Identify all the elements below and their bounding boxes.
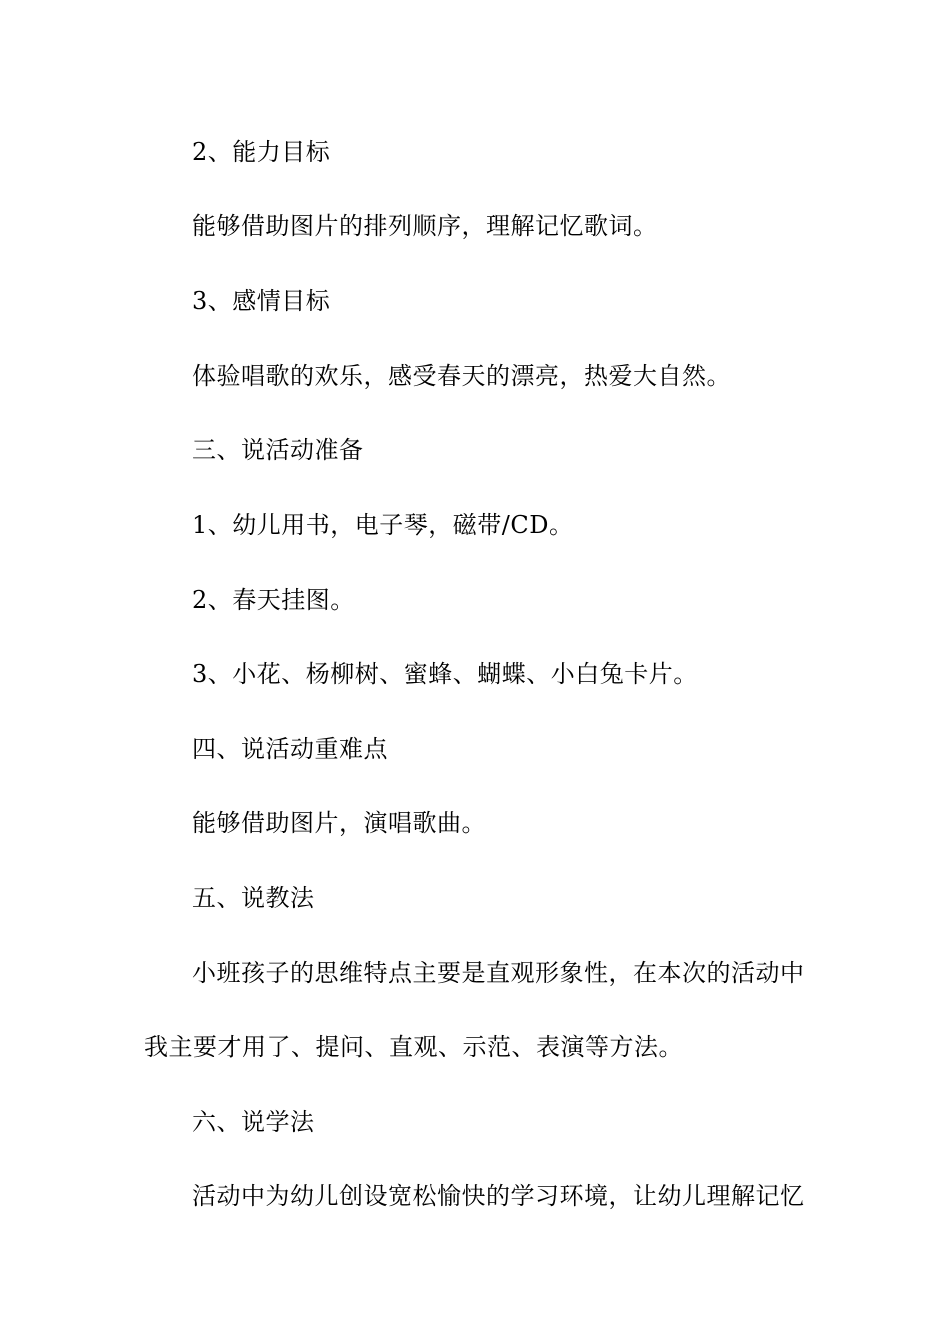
- list-item-preparation-3: 3、小花、杨柳树、蜜蜂、蝴蝶、小白兔卡片。: [192, 660, 698, 688]
- list-item-preparation-1: 1、幼儿用书，电子琴，磁带/CD。: [192, 511, 574, 539]
- section-heading-learning-method: 六、说学法: [192, 1108, 315, 1136]
- paragraph-emotion-goal: 体验唱歌的欢乐，感受春天的漂亮，热爱大自然。: [192, 362, 731, 390]
- section-heading-ability-goal: 2、能力目标: [192, 138, 331, 166]
- section-heading-teaching-method: 五、说教法: [192, 884, 315, 912]
- paragraph-teaching-method-line-1: 小班孩子的思维特点主要是直观形象性，在本次的活动中: [192, 959, 805, 987]
- list-item-preparation-2: 2、春天挂图。: [192, 586, 355, 614]
- paragraph-ability-goal: 能够借助图片的排列顺序，理解记忆歌词。: [192, 212, 658, 240]
- section-heading-key-points: 四、说活动重难点: [192, 735, 388, 763]
- section-heading-emotion-goal: 3、感情目标: [192, 287, 331, 315]
- section-heading-preparation: 三、说活动准备: [192, 436, 364, 464]
- paragraph-key-points: 能够借助图片，演唱歌曲。: [192, 809, 486, 837]
- paragraph-learning-method-line-1: 活动中为幼儿创设宽松愉快的学习环境，让幼儿理解记忆: [192, 1182, 805, 1210]
- paragraph-teaching-method-line-2: 我主要才用了、提问、直观、示范、表演等方法。: [144, 1033, 683, 1061]
